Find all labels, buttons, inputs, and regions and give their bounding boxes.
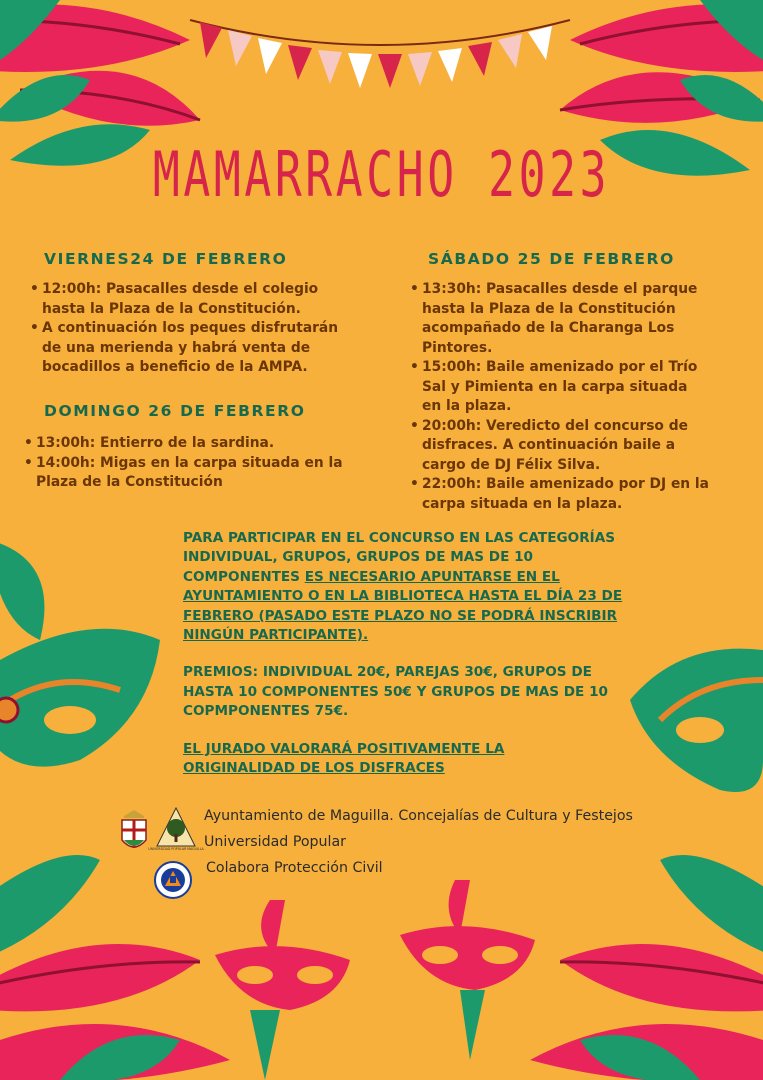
feathers-bottom-left (0, 855, 230, 1080)
saturday-item: • 13:30h: Pasacalles desde el parque hasta la Plaza de la Constitución acompañado de la Charanga Los Pintores. (410, 280, 710, 358)
saturday-section (410, 250, 710, 514)
friday-item: • 12:00h: Pasacalles desde el colegio hasta la Plaza de la Constitución. (30, 280, 360, 319)
friday-list (30, 280, 360, 378)
maguilla-coat-of-arms-icon (118, 808, 150, 856)
contest-section (183, 529, 623, 778)
sunday-section (24, 402, 354, 493)
mask-right (630, 649, 763, 792)
sunday-list (24, 434, 354, 493)
saturday-item: • 20:00h: Veredicto del concurso de disfraces. A continuación baile a cargo de DJ Félix Silva. (410, 417, 710, 476)
proteccion-civil-logo-icon (153, 858, 193, 902)
friday-heading: VIERNES24 DE FEBRERO (44, 250, 288, 268)
mask-bottom-1 (215, 900, 350, 1080)
universidad-popular-logo-icon (148, 806, 204, 852)
sponsor-line-proteccion-civil: Colabora Protección Civil (206, 860, 383, 876)
contest-registration-text (183, 529, 623, 645)
saturday-heading: SÁBADO 25 DE FEBRERO (428, 250, 675, 268)
contest-jury-text: EL JURADO VALORARÁ POSITIVAMENTE LA ORIGINALIDAD DE LOS DISFRACES (183, 740, 505, 777)
sponsor-line-ayuntamiento: Ayuntamiento de Maguilla. Concejalías de Cultura y Festejos (204, 808, 633, 824)
saturday-item: • 22:00h: Baile amenizado por DJ en la carpa situada en la plaza. (410, 475, 710, 514)
up-logo-caption: UNIVERSIDAD POPULAR MAGUILLA (148, 847, 204, 851)
friday-section (30, 250, 360, 378)
sunday-item: • 14:00h: Migas en la carpa situada en la Plaza de la Constitución (24, 454, 354, 493)
poster-title: MAMARRACHO 2023 (152, 138, 611, 211)
contest-prizes: PREMIOS: INDIVIDUAL 20€, PAREJAS 30€, GRUPOS DE HASTA 10 COMPONENTES 50€ Y GRUPOS DE MAS DE 10 COPMPONENTES 75€. (183, 664, 608, 720)
contest-jury-note (183, 740, 543, 779)
sunday-heading: DOMINGO 26 DE FEBRERO (44, 402, 306, 420)
saturday-list (410, 280, 710, 514)
contest-deadline-notice: ES NECESARIO APUNTARSE EN EL AYUNTAMIENTO O EN LA BIBLIOTECA HASTA EL DÍA 23 DE FEBRERO (PASADO ESTE PLAZO NO SE PODRÁ INSCRIBIR NINGÚN PARTICIPANTE). (183, 568, 623, 644)
contest-intro: PARA PARTICIPAR EN EL CONCURSO EN LAS CATEGORÍAS INDIVIDUAL, GRUPOS, GRUPOS DE MAS DE 10 COMPONENTES (183, 530, 616, 585)
saturday-item: • 15:00h: Baile amenizado por el Trío Sal y Pimienta en la carpa situada en la plaza. (410, 358, 710, 417)
mask-bottom-2 (400, 880, 535, 1060)
feathers-bottom-right (530, 855, 763, 1080)
friday-item: • A continuación los peques disfrutarán de una merienda y habrá venta de bocadillos a beneficio de la AMPA. (30, 319, 360, 378)
sunday-item: • 13:00h: Entierro de la sardina. (24, 434, 354, 454)
bunting-flags (200, 22, 552, 88)
sponsor-line-universidad: Universidad Popular (204, 834, 347, 850)
mask-left (0, 540, 160, 767)
